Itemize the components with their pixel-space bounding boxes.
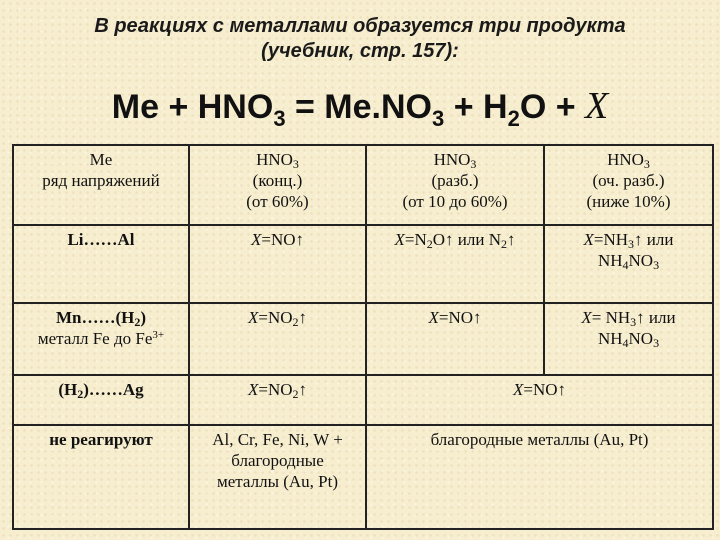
reaction-table [12, 144, 714, 530]
row-metal-range: $Mn\dots\dots(H_2)$ металл Fe до $Fe^{3+}$ [13, 303, 189, 375]
row-conc-product: X=NO↑ [189, 225, 366, 303]
heading-line-1: В реакциях с металлами образуется три продукта [94, 15, 626, 37]
table-header-row [13, 145, 713, 225]
table-row-li-al [13, 225, 713, 303]
row-conc-product: $X=NO_2↑$ [189, 375, 366, 425]
eq-part-o: O + [519, 88, 586, 126]
header-formula: $HNO_3$ [433, 150, 477, 171]
heading-line-2: (учебник, стр. 157): [261, 40, 459, 62]
row-metal-range: не реагируют [13, 425, 189, 529]
slide-heading [0, 14, 720, 64]
eq-variable-x: X [585, 85, 609, 127]
header-dilute-acid [366, 145, 544, 225]
header-very-dilute-acid [544, 145, 713, 225]
header-metal-series [13, 145, 189, 225]
eq-sub-2: 3 [432, 106, 445, 131]
row-conc-product: $X=NO_2↑$ [189, 303, 366, 375]
table-row-unreactive [13, 425, 713, 529]
header-conc-acid [189, 145, 366, 225]
header-range: (от 10 до 60%) [402, 192, 508, 211]
header-type: (оч. разб.) [592, 171, 665, 190]
row-dilute-product: $X=N_2O↑$ или $N_2↑$ [366, 225, 544, 303]
row-metal-range: Li……Al [13, 225, 189, 303]
table-row-mn-h2 [13, 303, 713, 375]
eq-part-meno: = Me.NO [285, 88, 432, 126]
eq-sub-1: 3 [273, 106, 286, 131]
eq-sub-3: 2 [507, 106, 520, 131]
reaction-equation [0, 84, 720, 131]
header-formula: $HNO_3$ [607, 150, 650, 171]
row-very-dilute-product: $X= NH_3↑$ или $NH_4NO_3$ [544, 303, 713, 375]
row-metal-range: $(H_2)\dots\dots Ag$ [13, 375, 189, 425]
row-very-dilute-product: $X=NH_3↑$ или $NH_4NO_3$ [544, 225, 713, 303]
header-type: (конц.) [252, 171, 303, 190]
row-dilute-product: X=NO↑ [366, 303, 544, 375]
table-row-h2-ag [13, 375, 713, 425]
row-dilute-product: X=NO↑ [366, 375, 713, 425]
header-formula: $HNO_3$ [256, 150, 299, 171]
header-range: (от 60%) [246, 192, 309, 211]
header-type: (разб.) [431, 171, 479, 190]
header-series: ряд напряжений [42, 171, 160, 190]
eq-part-h: + H [444, 88, 508, 126]
header-range: (ниже 10%) [586, 192, 671, 211]
eq-part-me: Me + HNO [111, 88, 274, 126]
row-dilute-product: благородные металлы (Au, Pt) [366, 425, 713, 529]
row-conc-product: Al, Cr, Fe, Ni, W + благородные металлы (Au, Pt) [189, 425, 366, 529]
header-me: Me [89, 150, 113, 169]
